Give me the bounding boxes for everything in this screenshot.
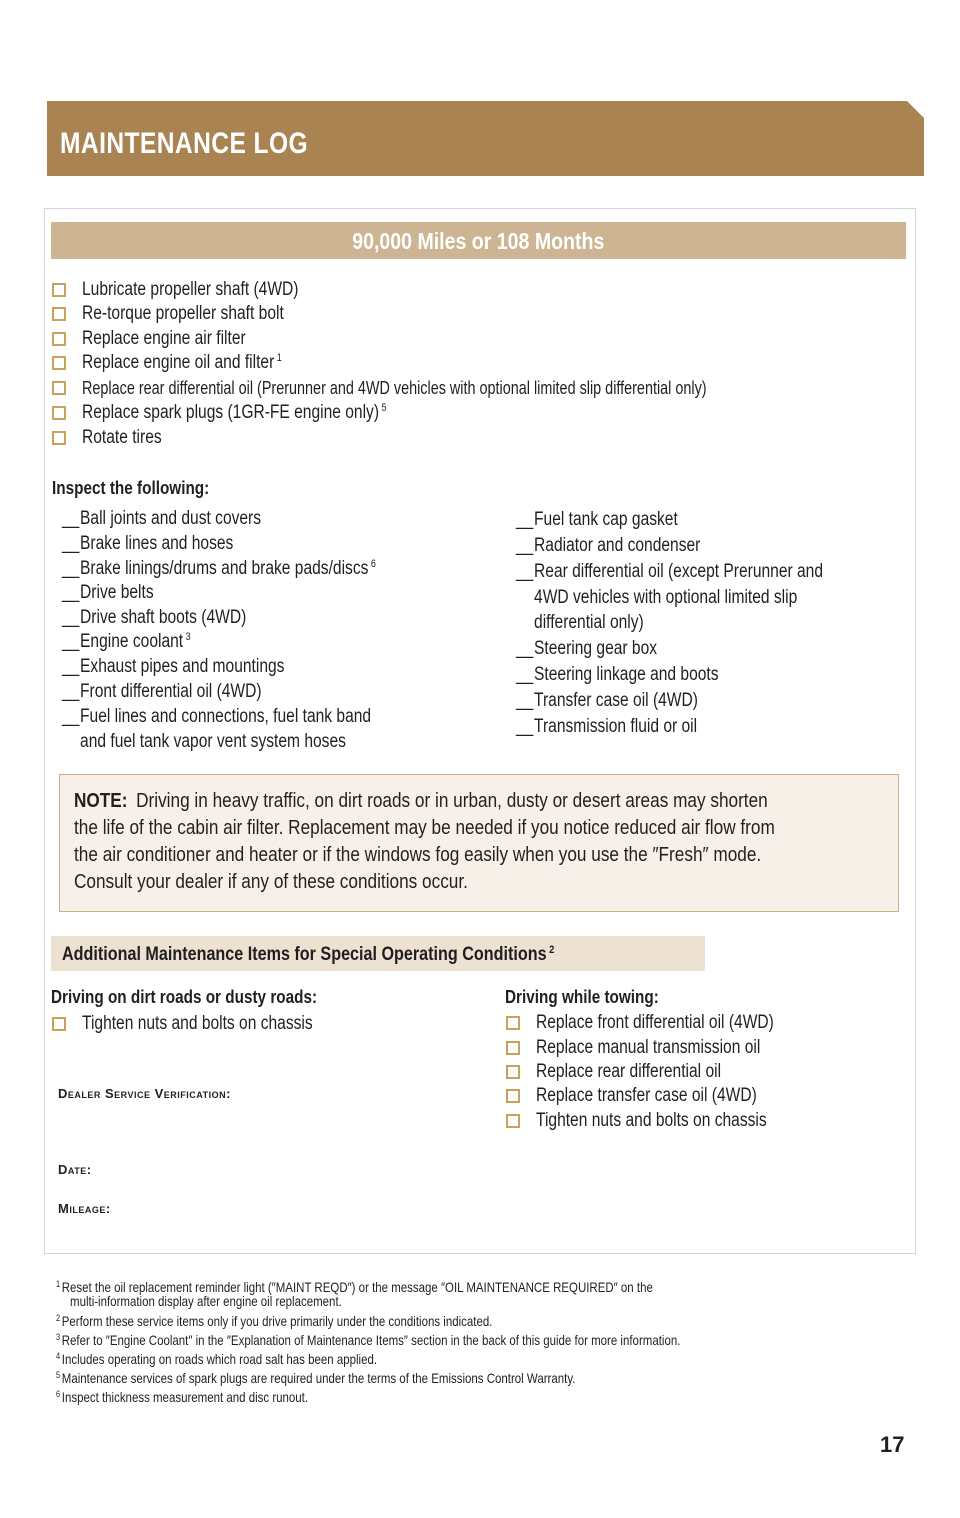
- checklist-text: Replace engine oil and filter $^1$: [82, 352, 282, 373]
- special-conditions-title: Additional Maintenance Items for Special Operating Conditions $^2$: [62, 944, 555, 965]
- footnote-ref: 5: [381, 402, 387, 414]
- footnote: $^5$ Maintenance services of spark plugs are required under the terms of the Emissions Control Warranty.: [56, 1370, 576, 1386]
- note-box: [59, 774, 899, 912]
- footnote: $^2$ Perform these service items only if you drive primarily under the conditions indicated.: [56, 1313, 493, 1329]
- footnote: $^3$ Refer to ″Engine Coolant″ in the ″Explanation of Maintenance Items″ section in the back of this guide for more information.: [56, 1332, 681, 1348]
- checklist-item[interactable]: [52, 278, 346, 302]
- dealer-verification-label: Dealer Service Verification:: [58, 1086, 231, 1101]
- checklist-text: Tighten nuts and bolts on chassis: [536, 1110, 767, 1131]
- checklist-item[interactable]: [506, 1060, 762, 1084]
- inspect-item: __Fuel tank cap gasket: [516, 509, 678, 530]
- checklist-text: Replace transfer case oil (4WD): [536, 1085, 757, 1106]
- checklist-item[interactable]: [52, 302, 328, 326]
- checklist-text: Replace manual transmission oil: [536, 1037, 761, 1058]
- checklist-text: Tighten nuts and bolts on chassis: [82, 1013, 313, 1034]
- page-number: 17: [880, 1432, 905, 1457]
- checklist-item[interactable]: [506, 1109, 817, 1133]
- checklist-text: Lubricate propeller shaft (4WD): [82, 279, 299, 300]
- checklist-item[interactable]: [506, 1036, 810, 1060]
- footnote: $^4$ Includes operating on roads which road salt has been applied.: [56, 1351, 378, 1367]
- inspect-item: __Transmission fluid or oil: [516, 716, 698, 737]
- checklist-text: Replace rear differential oil (Prerunner and 4WD vehicles with optional limited slip differential only): [82, 377, 707, 398]
- checkbox[interactable]: [52, 283, 66, 297]
- inspect-item: __Brake linings/drums and brake pads/discs $^6$: [62, 558, 376, 579]
- inspect-item: __Brake lines and hoses: [62, 533, 234, 554]
- inspect-item: __Fuel lines and connections, fuel tank band: [62, 706, 372, 727]
- checklist-text: Replace front differential oil (4WD): [536, 1012, 774, 1033]
- inspect-item: __Ball joints and dust covers: [62, 508, 262, 529]
- inspect-heading: Inspect the following:: [52, 478, 210, 498]
- checklist-item[interactable]: [52, 327, 282, 351]
- checkbox[interactable]: [506, 1065, 520, 1079]
- checklist-text: Replace spark plugs (1GR-FE engine only) $^5$: [82, 402, 387, 423]
- inspect-item: __Exhaust pipes and mountings: [62, 656, 285, 677]
- footnote-ref: 2: [549, 944, 555, 956]
- inspect-item-continued: differential only): [534, 612, 644, 633]
- inspect-item-continued: 4WD vehicles with optional limited slip: [534, 587, 798, 608]
- inspect-item: __Transfer case oil (4WD): [516, 690, 698, 711]
- note-label: NOTE:: [74, 790, 128, 812]
- checklist-item[interactable]: [52, 426, 179, 450]
- inspect-item: __Engine coolant $^3$: [62, 631, 191, 652]
- mileage-label: Mileage:: [58, 1201, 111, 1216]
- checkbox[interactable]: [52, 431, 66, 445]
- footnote-ref: 6: [370, 558, 376, 570]
- inspect-item-continued: and fuel tank vapor vent system hoses: [80, 731, 346, 752]
- inspect-item: __Drive belts: [62, 582, 154, 603]
- inspect-item: __Radiator and condenser: [516, 535, 701, 556]
- checklist-item[interactable]: [52, 376, 863, 400]
- interval-bar: [51, 222, 906, 259]
- note-line: NOTE: Driving in heavy traffic, on dirt roads or in urban, dusty or desert areas may shorten: [74, 790, 768, 812]
- special-conditions-bar: [51, 936, 705, 971]
- checkbox[interactable]: [52, 307, 66, 321]
- note-line: Consult your dealer if any of these conditions occur.: [74, 871, 468, 893]
- footnote: $^6$ Inspect thickness measurement and disc runout.: [56, 1389, 309, 1405]
- footnote-ref: 3: [185, 631, 191, 643]
- checklist-item[interactable]: [52, 1012, 363, 1036]
- checklist-item[interactable]: [506, 1011, 826, 1035]
- header-banner: [47, 101, 924, 176]
- footnote: $^1$ Reset the oil replacement reminder light (″MAINT REQD″) or the message ″OIL MAINTENANCE REQUIRED″ on the: [56, 1279, 653, 1295]
- checkbox[interactable]: [52, 381, 66, 395]
- inspect-item: __Front differential oil (4WD): [62, 681, 262, 702]
- inspect-item: __Drive shaft boots (4WD): [62, 607, 247, 628]
- note-line: the life of the cabin air filter. Replacement may be needed if you notice reduced air flow from: [74, 817, 775, 839]
- checkbox[interactable]: [506, 1016, 520, 1030]
- checklist-text: Replace engine air filter: [82, 328, 246, 349]
- checkbox[interactable]: [52, 406, 66, 420]
- checklist-text: Rotate tires: [82, 427, 162, 448]
- checklist-item[interactable]: [52, 401, 453, 425]
- checklist-item[interactable]: [52, 351, 326, 375]
- checkbox[interactable]: [506, 1114, 520, 1128]
- checklist-text: Re-torque propeller shaft bolt: [82, 303, 284, 324]
- inspect-item: __Rear differential oil (except Prerunner and: [516, 561, 824, 582]
- checkbox[interactable]: [52, 332, 66, 346]
- date-label: Date:: [58, 1162, 92, 1177]
- footnote-ref: 1: [276, 352, 282, 364]
- checkbox[interactable]: [506, 1041, 520, 1055]
- inspect-item: __Steering gear box: [516, 638, 658, 659]
- interval-title: 90,000 Miles or 108 Months: [352, 228, 605, 254]
- dirt-roads-heading: Driving on dirt roads or dusty roads:: [51, 987, 318, 1007]
- checkbox[interactable]: [506, 1089, 520, 1103]
- page-title: MAINTENANCE LOG: [60, 127, 309, 160]
- checkbox[interactable]: [52, 1017, 66, 1031]
- checklist-text: Replace rear differential oil: [536, 1061, 722, 1082]
- checklist-item[interactable]: [506, 1084, 805, 1108]
- towing-heading: Driving while towing:: [505, 987, 659, 1007]
- checkbox[interactable]: [52, 356, 66, 370]
- note-line: the air conditioner and heater or if the windows fog easily when you use the ″Fresh″ mode.: [74, 844, 762, 866]
- footnote-continued: multi-information display after engine oil replacement.: [70, 1293, 342, 1309]
- inspect-item: __Steering linkage and boots: [516, 664, 719, 685]
